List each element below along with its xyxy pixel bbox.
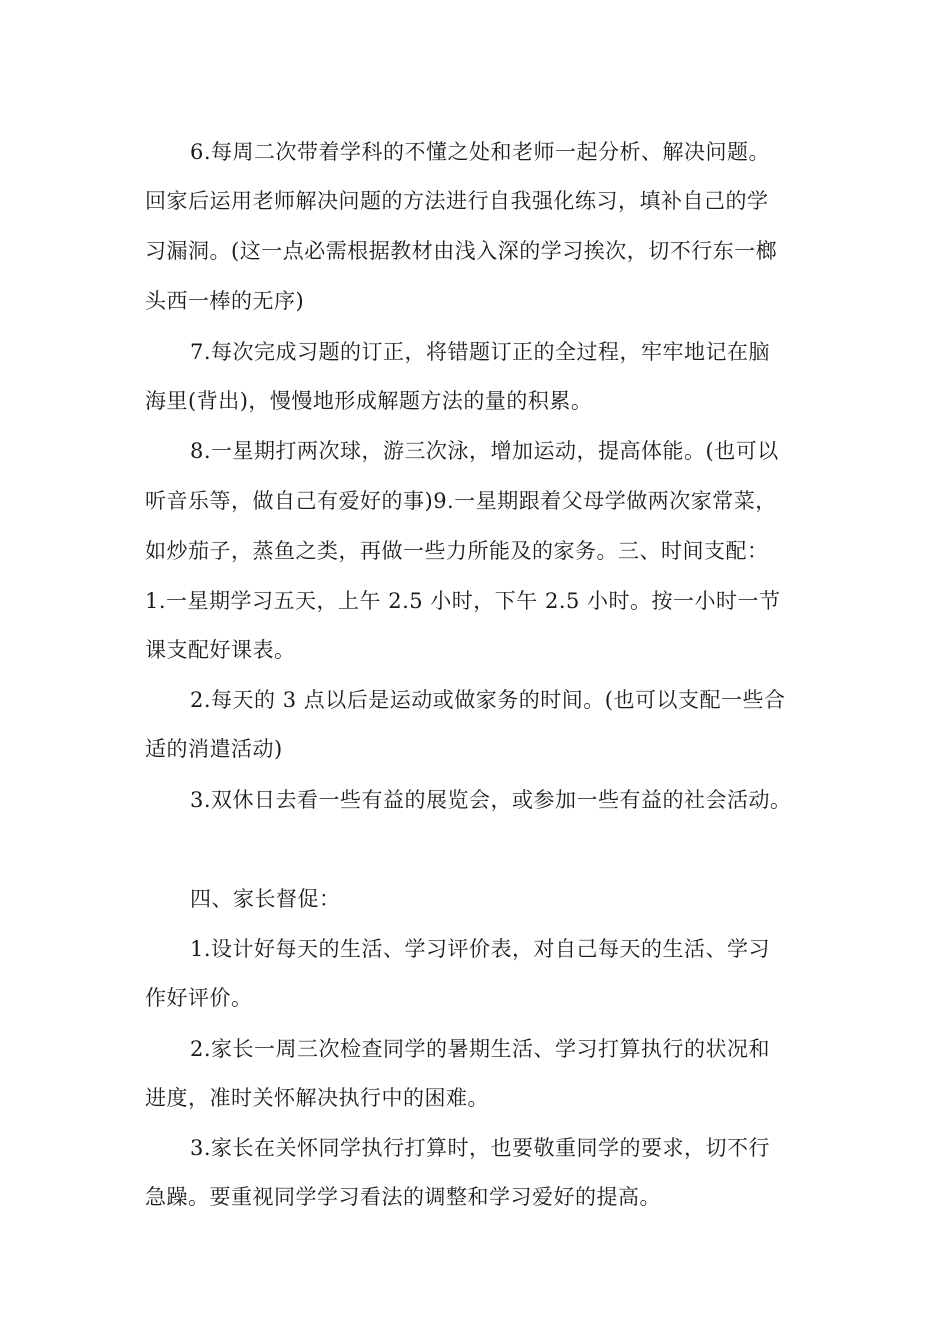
text-line: 3.双休日去看一些有益的展览会，或参加一些有益的社会活动。 — [190, 788, 792, 812]
text-line: 头西一棒的无序) — [145, 289, 305, 313]
text-line: 回家后运用老师解决问题的方法进行自我强化练习，填补自己的学 — [145, 189, 769, 213]
text-line: 2.每天的 3 点以后是运动或做家务的时间。(也可以支配一些合 — [190, 688, 786, 712]
text-line: 1.设计好每天的生活、学习评价表，对自己每天的生活、学习 — [190, 937, 771, 961]
text-line: 适的消遣活动) — [145, 737, 283, 761]
text-line: 7.每次完成习题的订正，将错题订正的全过程，牢牢地记在脑 — [190, 340, 771, 364]
text-line: 海里(背出)，慢慢地形成解题方法的量的积累。 — [145, 389, 593, 413]
text-line: 如炒茄子，蒸鱼之类，再做一些力所能及的家务。三、时间支配： — [145, 539, 769, 563]
text-line: 8.一星期打两次球，游三次泳，增加运动，提高体能。(也可以 — [190, 439, 779, 463]
text-line: 听音乐等，做自己有爱好的事)9.一星期跟着父母学做两次家常菜， — [145, 489, 777, 513]
text-line: 习漏洞。(这一点必需根据教材由浅入深的学习挨次，切不行东一榔 — [145, 239, 778, 263]
text-line: 急躁。要重视同学学习看法的调整和学习爱好的提高。 — [145, 1185, 661, 1209]
text-line: 2.家长一周三次检查同学的暑期生活、学习打算执行的状况和 — [190, 1037, 771, 1061]
text-line: 6.每周二次带着学科的不懂之处和老师一起分析、解决问题。 — [190, 140, 771, 164]
text-line: 进度，准时关怀解决执行中的困难。 — [145, 1086, 489, 1110]
text-line: 课支配好课表。 — [145, 638, 296, 662]
text-line: 1.一星期学习五天，上午 2.5 小时，下午 2.5 小时。按一小时一节 — [145, 589, 781, 613]
section-heading: 四、家长督促： — [190, 887, 341, 911]
text-line: 3.家长在关怀同学执行打算时，也要敬重同学的要求，切不行 — [190, 1136, 771, 1160]
text-line: 作好评价。 — [145, 986, 253, 1010]
